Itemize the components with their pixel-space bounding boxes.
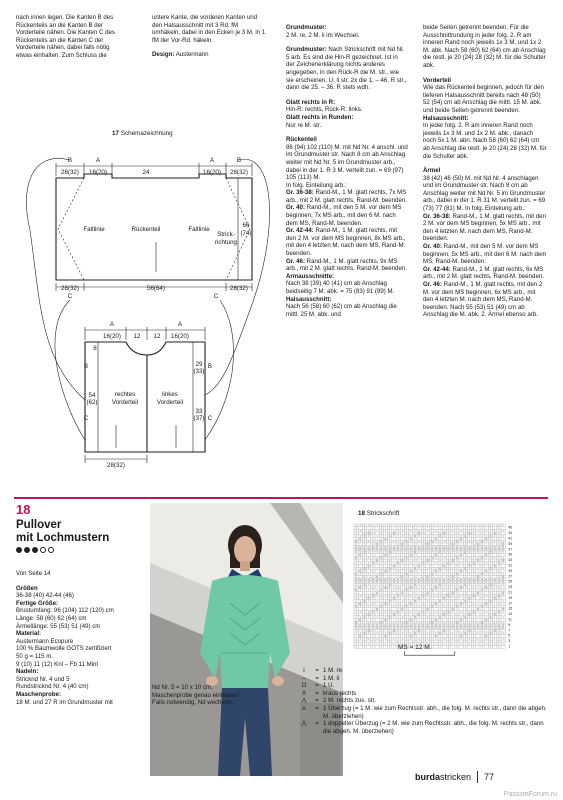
vorder-text: Wie das Rückenteil beginnen, jedoch für den tieferen Halsausschnitt bereits nach 48 (50) 52 (54) cm ab Anschlag die mittl. 15 M. abk. und beide Seiten getrennt beenden. bbox=[423, 84, 544, 114]
letter-b-fr: B bbox=[207, 363, 213, 370]
nadeln-1: Stricknd Nr. 4 und 5 bbox=[16, 675, 70, 683]
r-g40-heading: Gr. 40: bbox=[286, 204, 305, 212]
section-divider bbox=[14, 497, 548, 499]
text-column-4 bbox=[423, 24, 547, 319]
f-right-dim-b1: 33 bbox=[195, 408, 203, 415]
legend-symbol-k2tog: ⋀ bbox=[301, 697, 307, 705]
letter-a-tr: A bbox=[209, 157, 215, 164]
vorder-heading: Vorderteil bbox=[423, 76, 451, 84]
letter-a-tl: A bbox=[95, 157, 101, 164]
b-side-dim-1: 66 bbox=[242, 222, 250, 229]
difficulty-dot-filled bbox=[24, 547, 30, 553]
legend-text: kraus rechts bbox=[323, 689, 357, 697]
glatt-text: Hin-R: rechts, Rück-R: links. bbox=[286, 106, 363, 114]
chart-repeat-label: MS = 12 M. bbox=[398, 644, 432, 651]
arm-heading: Armausschnitte: bbox=[286, 272, 335, 280]
aermel-heading: Ärmel bbox=[423, 167, 441, 175]
f-top-dim-2: 12 bbox=[133, 333, 141, 340]
chart-row-number: 33 bbox=[508, 558, 513, 563]
probe-text: 18 M. und 27 R im Grundmuster mit bbox=[16, 698, 113, 706]
chart-row-number: 41 bbox=[508, 536, 513, 541]
chart-label-number: 18 bbox=[358, 510, 366, 517]
chart-row-number: 23 bbox=[508, 585, 513, 590]
chart-row-number: 13 bbox=[508, 612, 513, 617]
chart-row-number: 9 bbox=[508, 622, 511, 627]
f-right-dim-a1: 29 bbox=[195, 361, 203, 368]
chart-row-number: 39 bbox=[508, 541, 513, 546]
chart-row-number: 25 bbox=[508, 579, 513, 584]
stitch-dir-2: richtung bbox=[214, 239, 238, 246]
r-g4244-text: Rand-M., 1 M. glatt rechts, mit den 2 M. vor dem MS beginnen, 8x MS arb., mit den 4 letzten M. nach dem MS, Rand-M. beenden. bbox=[286, 227, 406, 258]
material-1: Austermann Ecopure bbox=[16, 637, 74, 645]
groessen-heading: Größen bbox=[16, 584, 38, 592]
legend-text: 2 M. rechts zus. str. bbox=[323, 697, 376, 705]
stick-text: Nach Strickschrift mit Nd Nr. 5 arb. Es sind die Hin-R gezeichnet. Ist in der Zeichenerklärung nichts anderes angegeben, in den Rück-R die M. str., wie sie erscheinen, U. li str. 2x die 1. – 46. R str., dann die 25. – 36. R stets wdh. bbox=[286, 46, 407, 92]
r-g4244-heading: Gr. 42-44: bbox=[286, 227, 314, 235]
f-right-dim-b2: (37) bbox=[193, 415, 205, 422]
folg-text: In folg. Einteilung arb.: bbox=[286, 181, 347, 189]
aermellaenge-text: Ärmellänge: 55 (53) 51 (49) cm bbox=[16, 622, 101, 630]
front-right-2: Vorderteil bbox=[111, 399, 139, 406]
chart-row-number: 29 bbox=[508, 568, 513, 573]
chart-row-number: 11 bbox=[508, 617, 512, 622]
seam-arrow-c-left bbox=[55, 300, 85, 440]
grund-text: 2 M. re, 2 M. li im Wechsel. bbox=[286, 31, 360, 39]
chart-label-text: Strickschrift bbox=[366, 510, 400, 517]
groessen-text: 36-38 (40) 42-44 (46) bbox=[16, 592, 74, 600]
chart-row-number: 19 bbox=[508, 595, 513, 600]
hals-heading: Halsausschnitt: bbox=[286, 295, 332, 303]
page-footer bbox=[415, 771, 494, 783]
brust-text: Brustumfang: 96 (104) 112 (120) cm bbox=[16, 607, 114, 615]
legend-text: 1 doppelter Überzug (= 2 M. wie zum Rechtsstr. abh., die folg. M. rechts str., dann die abgeh. M. überziehen) bbox=[323, 720, 544, 735]
material-2: 100 % Baumwolle GOTS zertifiziert bbox=[16, 645, 112, 653]
chart-row-number: 37 bbox=[508, 547, 513, 552]
difficulty-dot-filled bbox=[32, 547, 38, 553]
legend-row: O = 1 U. bbox=[297, 682, 552, 690]
letter-c-bl: C bbox=[67, 293, 73, 300]
material-4: 9 (10) 11 (12) Knl – Fb 11 Mint bbox=[16, 660, 99, 668]
design-label: Design: bbox=[152, 51, 175, 59]
b-bottom-dim-2: 56(64) bbox=[147, 285, 165, 292]
a-g40-text: Rand-M., mit den 5 M. vor dem MS beginnen, 5x MS arb., mit den 6 M. nach dem MS, Rand-M. beenden. bbox=[423, 243, 547, 266]
schema-number: 17 bbox=[112, 130, 120, 137]
laenge-text: Länge: 58 (60) 62 (64) cm bbox=[16, 614, 87, 622]
legend-row: ⋀ = 1 doppelter Überzug (= 2 M. wie zum Rechtsstr. abh., die folg. M. rechts str., dann die abgeh. M. überziehen) bbox=[297, 720, 552, 735]
pattern-details bbox=[16, 570, 141, 706]
legend-text: 1 M. li bbox=[323, 674, 340, 682]
f-bottom-dim: 28(32) bbox=[107, 462, 125, 469]
b-side-dim-2: (74) bbox=[240, 230, 252, 237]
grund-heading: Grundmuster: bbox=[286, 24, 327, 31]
legend-text: 1 M. re bbox=[323, 667, 342, 674]
f-top-dim-1: 16(20) bbox=[103, 333, 121, 340]
chart-row-number: 17 bbox=[508, 601, 513, 606]
f-left-dim-a: 8 bbox=[93, 345, 97, 352]
pattern-title-1: Pullover bbox=[16, 519, 62, 531]
legend-symbol-yarnover: O bbox=[301, 682, 307, 690]
letter-c-fl: C bbox=[83, 415, 89, 422]
nadeln-2: Rundstricknd Nr. 4 (40 cm) bbox=[16, 683, 89, 691]
pattern-number: 18 bbox=[16, 502, 31, 517]
letter-c-br: C bbox=[213, 293, 219, 300]
schema-drawing bbox=[0, 0, 290, 470]
a-g4244-text: Rand-M., 1 M. glatt rechts, 6x MS arb., mit 2 M. glatt rechts, Rand-M. beenden. bbox=[423, 265, 544, 281]
legend-symbol-double-skp: ⋀ bbox=[301, 720, 307, 728]
material-3: 50 g = 115 m. bbox=[16, 652, 53, 660]
col1-paragraph: nach innen legen. Die Kanten B des Rückenteils an die Kanten B der Vorderteile nähen. Die Kanten C des Rückenteils an die Kanten C der Vorderteile nähen, dabei falls nötig etwas einhalten. Zum Schluss die bbox=[16, 14, 115, 59]
hals-text: Nach 56 (58) 60 (62) cm ab Anschlag die mittl. 25 M. abk. und bbox=[286, 303, 397, 318]
chart-row-number: 45 bbox=[508, 525, 513, 530]
f-left-dim-b2: (62) bbox=[86, 399, 98, 406]
v-hals-text: In jeder folg. 2. R am inneren Rand noch jeweils 1x 3 M. und 1x 2 M. abk., danach noch 5x 1 M. abn. Nach 58 (60) 62 (64) cm ab Anschlag die restl. je 20 (24) 28 (32) M. für die Schulter abk. bbox=[423, 122, 547, 160]
ruecken-text: 86 (94) 102 (110) M. mit Nd Nr. 4 anschl. und im Grundmuster str. Nach 8 cm ab Anschlag weiter mit Nd Nr. 5 im Grundmuster arb., dabei in der 1. R 3 M. verteilt zun. = 69 (97) 105 (113) M. bbox=[286, 143, 408, 182]
f-top-dim-4: 16(20) bbox=[171, 333, 189, 340]
letter-c-fr: C bbox=[207, 415, 213, 422]
f-top-dim-3: 12 bbox=[153, 333, 161, 340]
chart-label bbox=[358, 510, 399, 517]
back-label: Rückenteil bbox=[131, 226, 161, 233]
ruecken-heading: Rückenteil bbox=[286, 136, 317, 144]
chart-row-number: 7 bbox=[508, 628, 511, 633]
letter-b-tr: B bbox=[236, 157, 242, 164]
col4-top: beide Seiten getrennt beenden. Für die Ausschnittrundung in jeder folg. 2. R am inneren Rand noch jeweils 1x 3 M. und 1x 2 M. abk. Nach 58 (60) 62 (64) cm ab Anschlag die restl. je 20 (24) 28 (32) M. für die Schulter abk. bbox=[423, 24, 546, 69]
design-value: Austermann bbox=[175, 51, 209, 59]
f-left-dim-b1: 54 bbox=[88, 392, 96, 399]
from-page: Von Seite 14 bbox=[16, 570, 51, 577]
b-top-dim-1: 28(32) bbox=[61, 169, 79, 176]
chart-row-number: 3 bbox=[508, 639, 511, 644]
f-right-dim-a2: (33) bbox=[193, 368, 205, 375]
b-top-dim-3: 24 bbox=[142, 169, 150, 176]
col2-paragraph: untere Kante, die vorderen Kanten und den Halsausschnitt mit 3 Rd. fM umhäkeln, dabei in den Ecken je 3 M. in 1 fM der Vor-Rd. häkeln. bbox=[152, 14, 266, 44]
r-g40-text: Rand-M., mit den 5 M. vor dem MS beginnen, 7x MS arb., mit den 6 M. nach dem MS, Rand-M. beenden. bbox=[286, 204, 402, 227]
b-top-dim-4: 16(20) bbox=[203, 169, 221, 176]
difficulty-rating bbox=[16, 547, 54, 553]
caption-line-3: Falls notwendig, Nd wechseln. bbox=[152, 699, 235, 707]
a-g46-heading: Gr. 46: bbox=[423, 281, 442, 288]
legend-row: ⋏ = 1 Überzug (= 1 M. wie zum Rechtsstr. abh., die folg. M. rechts str., dann die abgeh. M. überziehen) bbox=[297, 705, 552, 720]
chart-row-number: 21 bbox=[508, 590, 513, 595]
chart-row-number: 1 bbox=[508, 644, 511, 649]
pattern-title-2: mit Lochmustern bbox=[16, 532, 110, 544]
fold-label-left: Faltlinie bbox=[83, 226, 105, 233]
chart-row-number: 15 bbox=[508, 606, 513, 611]
glatt-rd-text: Nur re M. str. bbox=[286, 121, 322, 129]
chart-repeat-bracket bbox=[404, 651, 454, 655]
chart-row-number: 35 bbox=[508, 552, 513, 557]
r-g3638-heading: Gr. 36-38: bbox=[286, 189, 314, 197]
fold-line-left bbox=[58, 178, 84, 280]
knitting-chart bbox=[350, 520, 550, 656]
seam-arrow-b-right bbox=[205, 159, 270, 395]
b-top-dim-2: 16(20) bbox=[89, 169, 107, 176]
legend-row: – = 1 M. li bbox=[297, 675, 552, 683]
difficulty-dot-empty bbox=[48, 547, 54, 553]
text-column-3 bbox=[286, 24, 408, 318]
legend-row: X = kraus rechts bbox=[297, 690, 552, 698]
glatt-rd-heading: Glatt rechts in Runden: bbox=[286, 113, 354, 121]
fold-label-right: Faltlinie bbox=[188, 226, 210, 233]
r-g46-text: Rand-M., 1 M. glatt rechts, 9x MS arb., mit 2 M. glatt rechts, Rand-M. beenden. bbox=[286, 257, 407, 273]
b-bottom-dim-1: 28(32) bbox=[61, 285, 79, 292]
chart-row-number: 27 bbox=[508, 574, 513, 579]
b-top-dim-5: 28(32) bbox=[230, 169, 248, 176]
stitch-dir-1: Strick- bbox=[217, 231, 235, 238]
difficulty-dot-empty bbox=[40, 547, 46, 553]
r-g46-heading: Gr. 46: bbox=[286, 257, 305, 265]
a-g40-heading: Gr. 40: bbox=[423, 243, 442, 251]
page-number: 77 bbox=[484, 772, 495, 782]
a-g46-text: Rand-M., 1 M. glatt rechts, mit den 2 M. vor dem MS beginnen, 6x MS arb., mit den 4 letzten M. nach dem MS, Rand-M. beenden. Nach 55 (53) 51 (49) cm ab Anschlag die M. abk. 2. Ärmel ebenso arb. bbox=[423, 281, 543, 319]
front-left-2: Vorderteil bbox=[156, 399, 184, 406]
legend-text: 1 U. bbox=[323, 682, 335, 690]
legend-text: 1 Überzug (= 1 M. wie zum Rechtsstr. abh., die folg. M. rechts str., dann die abgeh. M. überziehen) bbox=[323, 704, 547, 720]
front-left-1: linkes bbox=[162, 391, 178, 398]
footer-separator bbox=[477, 771, 478, 783]
nadeln-heading: Nadeln: bbox=[16, 668, 39, 676]
letter-b-fl: B bbox=[83, 363, 89, 370]
glatt-heading: Glatt rechts in R: bbox=[286, 98, 336, 106]
probe-heading: Maschenprobe: bbox=[16, 690, 62, 698]
legend-symbol-knit: I bbox=[303, 667, 305, 674]
r-g3638-text: Rand-M., 1 M. glatt rechts, 7x MS arb., mit 2 M. glatt rechts, Rand-M. beenden. bbox=[286, 189, 407, 204]
caption-line-2: Maschenprobe genau einhalten! bbox=[152, 691, 240, 699]
a-g4244-heading: Gr. 42-44: bbox=[423, 265, 451, 273]
letter-a-fl: A bbox=[109, 321, 115, 328]
letter-b-tl: B bbox=[67, 157, 73, 164]
footer-brand-bold: burda bbox=[415, 772, 441, 782]
difficulty-dot-filled bbox=[16, 547, 22, 553]
schema-title-text: Schemazeichnung bbox=[120, 130, 173, 137]
fertig-heading: Fertige Größe: bbox=[16, 599, 58, 607]
v-hals-heading: Halsausschnitt: bbox=[423, 114, 469, 122]
aermel-text: 38 (42) 46 (50) M. mit Nd Nr. 4 anschlagen und im Grundmuster str. Nach 8 cm ab Anschlag weiter mit Nd Nr. 5 im Grundmuster arb., dabei in der 1. R 31 M. verteilt zun. = 69 (73) 77 (81) M. In folg. Einteilung arb.: bbox=[423, 174, 546, 213]
footer-brand-rest: stricken bbox=[440, 772, 472, 782]
legend-symbol-purl: – bbox=[302, 674, 306, 682]
chart-row-number: 5 bbox=[508, 633, 511, 638]
pattern-title bbox=[16, 519, 126, 545]
a-g3638-heading: Gr. 36-38: bbox=[423, 212, 451, 220]
front-right-1: rechtes bbox=[114, 391, 136, 398]
a-g3638-text: Rand-M., 1 M. glatt rechts, mit den 2 M. vor dem MS beginnen, 5x MS arb., mit den 4 letzten M. nach dem MS, Rand-M. beenden. bbox=[423, 212, 546, 243]
chart-row-number: 31 bbox=[508, 563, 513, 568]
legend-row: ⋀ = 2 M. rechts zus. str. bbox=[297, 697, 552, 705]
letter-a-fr: A bbox=[177, 321, 183, 328]
caption-line-1: Nd Nr. 5 = 10 x 10 cm. bbox=[152, 684, 213, 691]
footer-brand bbox=[415, 772, 471, 782]
material-heading: Material: bbox=[16, 630, 42, 638]
legend-symbol-skp: ⋏ bbox=[301, 704, 307, 712]
b-bottom-dim-3: 28(32) bbox=[230, 285, 248, 292]
stick-heading: Grundmuster: bbox=[286, 46, 327, 54]
legend-symbol-garter: X bbox=[301, 689, 307, 697]
chart-legend bbox=[297, 667, 552, 735]
chart-row-number: 43 bbox=[508, 531, 513, 536]
watermark: PassionForum.ru bbox=[503, 791, 557, 798]
legend-row: I = 1 M. re bbox=[297, 667, 552, 675]
arm-text: Nach 38 (39) 40 (41) cm ab Anschlag beidseitig 7 M. abk. = 75 (83) 91 (99) M. bbox=[286, 280, 395, 295]
